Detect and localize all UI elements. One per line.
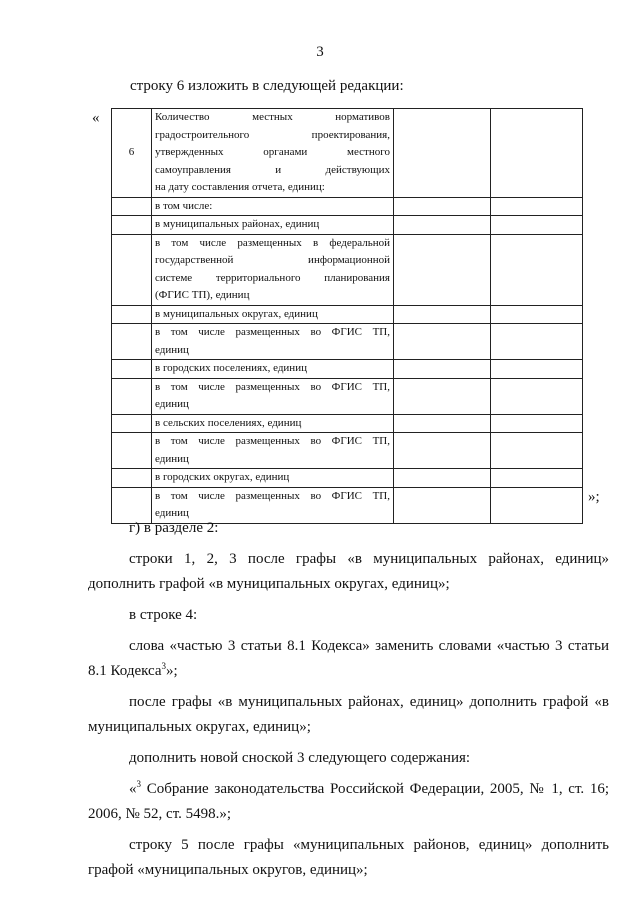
paragraph-footnote-text	[88, 777, 609, 827]
indicator-line: государственной информационной	[155, 254, 390, 266]
value-cell	[491, 234, 583, 305]
value-cell	[394, 216, 491, 235]
value-cell	[491, 305, 583, 324]
value-cell	[491, 433, 583, 469]
footnote-mark: 3	[136, 779, 141, 789]
intro-line: строку 6 изложить в следующей редакции:	[130, 78, 404, 94]
table-row	[112, 197, 583, 216]
table-row	[112, 360, 583, 379]
value-cell	[491, 324, 583, 360]
paragraph-rows-1-3: строки 1, 2, 3 после графы «в муниципальных районах, единиц» дополнить графой «в муниципальных округах, единиц»;	[88, 551, 609, 592]
indicator-cell	[152, 324, 394, 360]
indicator-line: системе территориального планирования	[155, 271, 390, 284]
indicator-cell	[152, 414, 394, 433]
indicator-line: самоуправления и действующих	[155, 163, 390, 176]
indicator-cell	[152, 305, 394, 324]
opening-quote: «	[92, 110, 100, 126]
value-cell	[394, 414, 491, 433]
table-row	[112, 433, 583, 469]
indicator-line: Количество местных нормативов	[155, 111, 390, 123]
value-cell	[394, 469, 491, 488]
footnote-open-quote: «	[129, 781, 137, 797]
indicator-line: в том числе размещенных во ФГИС ТП,	[155, 435, 390, 447]
value-cell	[491, 414, 583, 433]
indicator-cell	[152, 234, 394, 305]
indicator-line: в том числе размещенных во ФГИС ТП,	[155, 489, 390, 502]
table-row	[112, 324, 583, 360]
table-row	[112, 469, 583, 488]
value-cell	[491, 469, 583, 488]
amendment-text	[88, 516, 609, 883]
indicator-cell	[152, 378, 394, 414]
indicator-line: градостроительного проектирования,	[155, 128, 390, 141]
paragraph-row-5: строку 5 после графы «муниципальных районов, единиц» дополнить графой «муниципальных округов, единиц»;	[88, 837, 609, 878]
row-number-cell	[112, 360, 152, 379]
paragraph-words-replace	[88, 634, 609, 684]
indicator-cell	[152, 433, 394, 469]
indicator-cell	[152, 360, 394, 379]
value-cell	[491, 109, 583, 198]
paragraph-after-column: после графы «в муниципальных районах, единиц» дополнить графой «в муниципальных округах, единиц»;	[88, 694, 609, 735]
value-cell	[491, 378, 583, 414]
table-row	[112, 216, 583, 235]
indicator-cell	[152, 109, 394, 198]
value-cell	[491, 360, 583, 379]
value-cell	[394, 378, 491, 414]
value-cell	[394, 324, 491, 360]
indicator-cell	[152, 469, 394, 488]
row-number-cell	[112, 216, 152, 235]
row-number-cell	[112, 469, 152, 488]
indicator-line: на дату составления отчета, единиц:	[155, 181, 325, 193]
indicator-line: единиц	[155, 452, 189, 465]
row-number-cell: 6	[112, 109, 152, 198]
value-cell	[394, 109, 491, 198]
row-number-cell	[112, 234, 152, 305]
indicator-line: в том числе размещенных во ФГИС ТП,	[155, 326, 390, 338]
indicator-line: (ФГИС ТП), единиц	[155, 289, 250, 301]
value-cell	[394, 305, 491, 324]
row-number-cell	[112, 378, 152, 414]
value-cell	[394, 234, 491, 305]
paragraph-words-replace-end: »;	[166, 663, 178, 679]
paragraph-section-2: г) в разделе 2:	[129, 520, 219, 536]
value-cell	[394, 433, 491, 469]
row-number-cell	[112, 305, 152, 324]
indicator-line: в том числе размещенных в федеральной	[155, 236, 390, 249]
footnote-content: Собрание законодательства Российской Федерации, 2005, № 1, ст. 16; 2006, № 52, ст. 5498.»;	[88, 781, 609, 822]
table-row	[112, 305, 583, 324]
row-number-cell	[112, 414, 152, 433]
amendment-table	[111, 108, 583, 524]
indicator-line: в городских поселениях, единиц	[155, 362, 307, 374]
closing-quote: »;	[588, 489, 600, 505]
indicator-line: единиц	[155, 398, 189, 410]
value-cell	[491, 197, 583, 216]
paragraph-words-replace-text: слова «частью 3 статьи 8.1 Кодекса» заменить словами «частью 3 статьи 8.1 Кодекса	[88, 638, 609, 679]
indicator-line: в том числе:	[155, 199, 213, 212]
indicator-line: в том числе размещенных во ФГИС ТП,	[155, 380, 390, 393]
table-row	[112, 378, 583, 414]
indicator-line: в городских округах, единиц	[155, 471, 290, 483]
indicator-line: в сельских поселениях, единиц	[155, 416, 302, 429]
table-row	[112, 414, 583, 433]
paragraph-row-4: в строке 4:	[129, 607, 198, 623]
value-cell	[491, 216, 583, 235]
row-number-cell	[112, 324, 152, 360]
indicator-cell	[152, 216, 394, 235]
value-cell	[394, 360, 491, 379]
paragraph-new-footnote: дополнить новой сноской 3 следующего содержания:	[129, 750, 471, 766]
value-cell	[394, 197, 491, 216]
row-number-cell	[112, 197, 152, 216]
indicator-line: единиц	[155, 343, 189, 356]
indicator-line: утвержденных органами местного	[155, 146, 390, 158]
table-row	[112, 109, 583, 198]
row-number-cell	[112, 433, 152, 469]
indicator-line: в муниципальных районах, единиц	[155, 218, 320, 230]
table-row	[112, 234, 583, 305]
indicator-line: единиц	[155, 507, 189, 519]
indicator-cell	[152, 197, 394, 216]
indicator-line: в муниципальных округах, единиц	[155, 307, 318, 320]
footnote-ref: 3	[161, 661, 167, 671]
page-number: 3	[316, 44, 324, 60]
